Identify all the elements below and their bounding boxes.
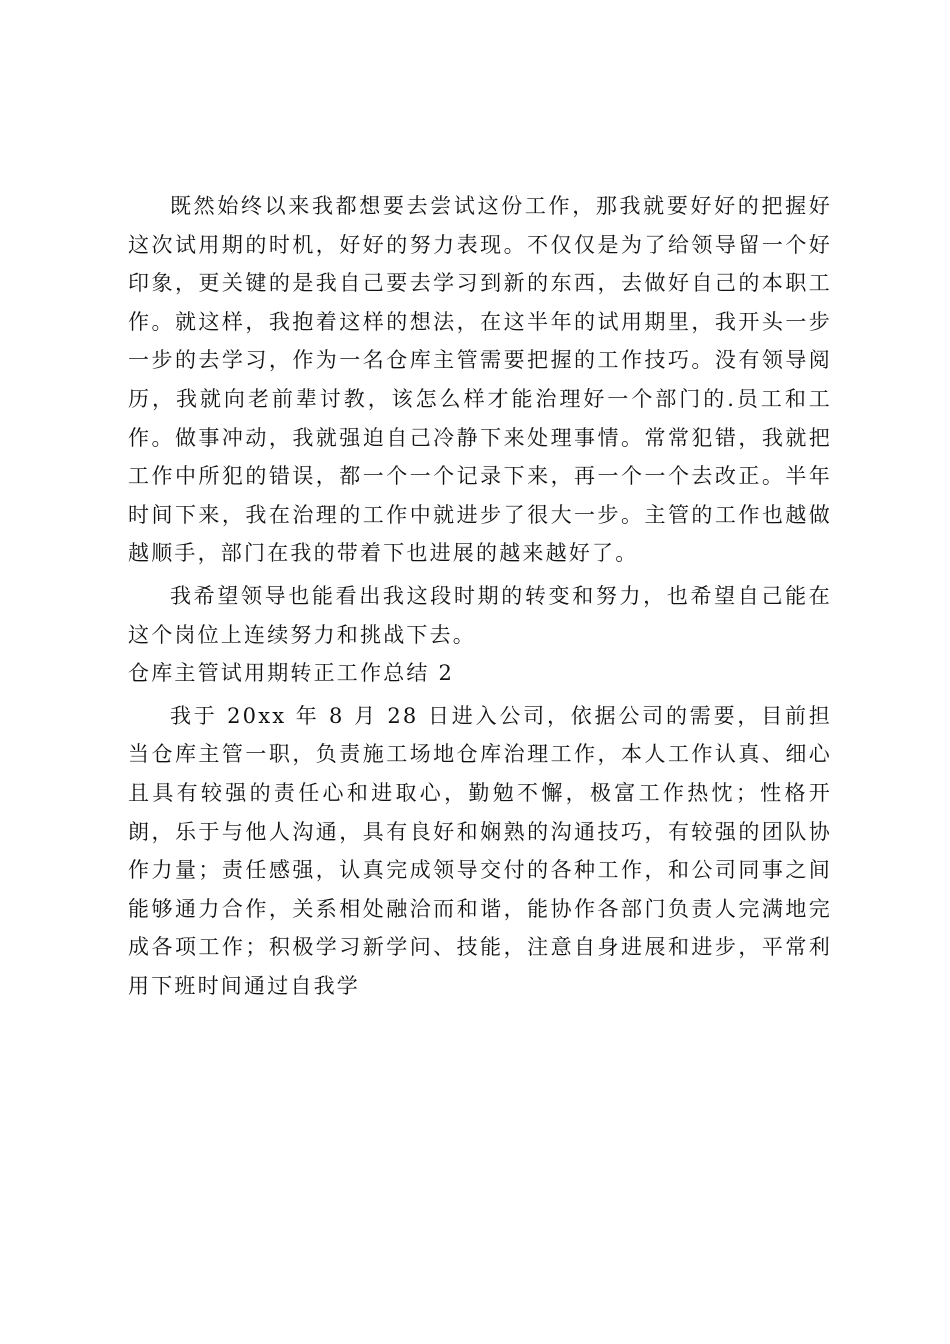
body-paragraph-2: 我希望领导也能看出我这段时期的转变和努力，也希望自己能在这个岗位上连续努力和挑战下去。: [128, 583, 832, 647]
body-paragraph-1: 既然始终以来我都想要去尝试这份工作，那我就要好好的把握好这次试用期的时机，好好的努力表现。不仅仅是为了给领导留一个好印象，更关键的是我自己要去学习到新的东西，去做好自己的本职工作。就这样，我抱着这样的想法，在这半年的试用期里，我开头一步一步的去学习，作为一名仓库主管需要把握的工作技巧。没有领导阅历，我就向老前辈讨教，该怎么样才能治理好一个部门的.员工和工作。做事冲动，我就强迫自己冷静下来处理事情。常常犯错，我就把工作中所犯的错误，都一个一个记录下来，再一个一个去改正。半年时间下来，我在治理的工作中就进步了很大一步。主管的工作也越做越顺手，部门在我的带着下也进展的越来越好了。: [128, 194, 832, 566]
section-paragraph: 我于 20xx 年 8 月 28 日进入公司，依据公司的需要，目前担当仓库主管一职，负责施工场地仓库治理工作，本人工作认真、细心且具有较强的责任心和进取心，勤勉不懈，极富工作热忱；性格开朗，乐于与他人沟通，具有良好和娴熟的沟通技巧，有较强的团队协作力量；责任感强，认真完成领导交付的各种工作，和公司同事之间能够通力合作，关系相处融洽而和谐，能协作各部门负责人完满地完成各项工作；积极学习新学问、技能，注意自身进展和进步，平常利用下班时间通过自我学: [128, 703, 832, 998]
section-title: 仓库主管试用期转正工作总结 2: [128, 661, 455, 686]
document-body: [128, 187, 832, 1005]
